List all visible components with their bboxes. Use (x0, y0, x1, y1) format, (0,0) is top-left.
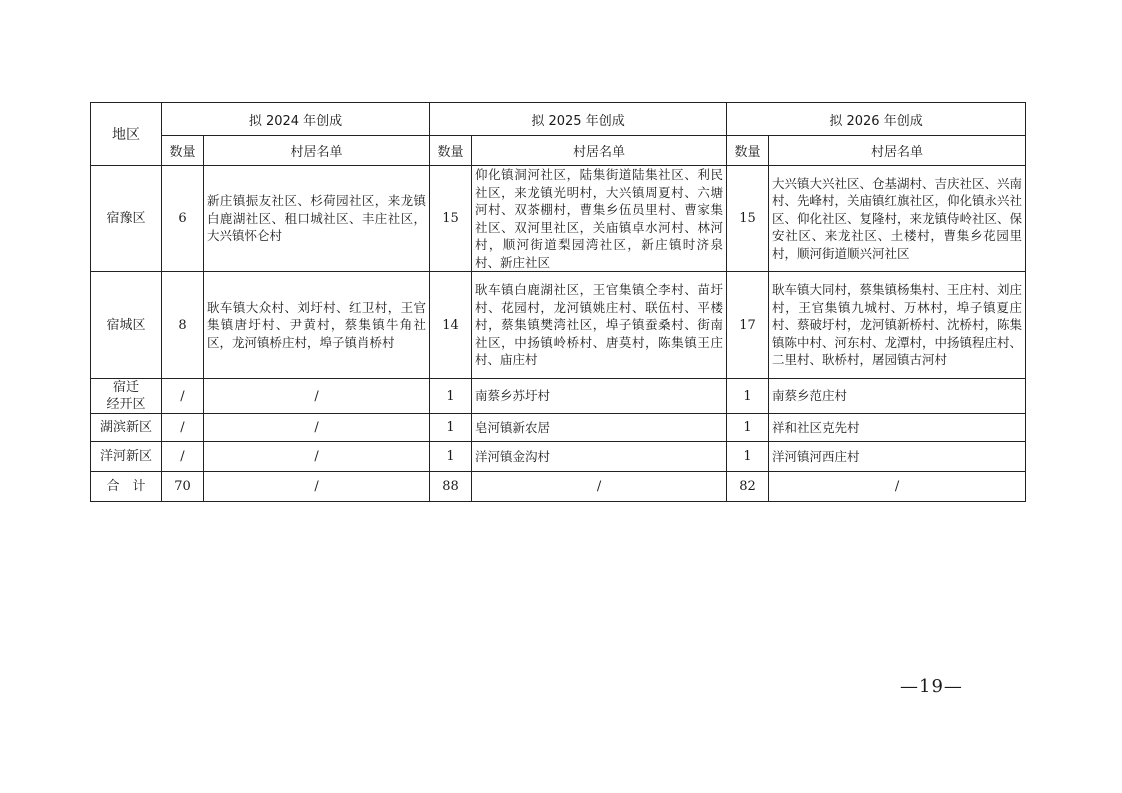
count-cell: / (162, 379, 204, 414)
region-cell: 宿豫区 (91, 166, 162, 272)
region-cell (91, 379, 162, 414)
header-year-2025: 拟 2025 年创成 (430, 103, 727, 136)
total-count-2026: 82 (727, 472, 769, 502)
count-cell: / (162, 442, 204, 472)
count-cell: 8 (162, 272, 204, 379)
header-list-2026: 村居名单 (769, 136, 1026, 166)
names-cell: / (204, 442, 430, 472)
names-cell: / (204, 414, 430, 442)
names-cell: 洋河镇金沟村 (472, 442, 727, 472)
count-cell: 1 (727, 414, 769, 442)
header-year-2026: 拟 2026 年创成 (727, 103, 1026, 136)
names-cell: 耿车镇白鹿湖社区，王官集镇仝李村、苗圩村、花园村，龙河镇姚庄村、联伍村、平楼村，蔡集镇樊湾社区，埠子镇蚕桑村、街南社区，中扬镇岭桥村、唐莫村，陈集镇王庄村、庙庄村 (472, 272, 727, 379)
names-cell: / (204, 379, 430, 414)
names-cell: 祥和社区克先村 (769, 414, 1026, 442)
total-row (91, 472, 1026, 502)
count-cell: 1 (430, 379, 472, 414)
table-row (91, 442, 1026, 472)
page-number: —19— (900, 676, 963, 697)
header-list-2024: 村居名单 (204, 136, 430, 166)
header-count-2025: 数量 (430, 136, 472, 166)
count-cell: 17 (727, 272, 769, 379)
names-cell: 南蔡乡范庄村 (769, 379, 1026, 414)
table-row (91, 414, 1026, 442)
count-cell: 1 (430, 414, 472, 442)
count-cell: 15 (430, 166, 472, 272)
table-row (91, 272, 1026, 379)
region-cell: 宿城区 (91, 272, 162, 379)
total-names-2025: / (472, 472, 727, 502)
count-cell: 14 (430, 272, 472, 379)
header-count-2024: 数量 (162, 136, 204, 166)
village-creation-table (90, 102, 1026, 502)
total-label: 合 计 (91, 472, 162, 502)
table-row (91, 379, 1026, 414)
total-count-2024: 70 (162, 472, 204, 502)
count-cell: 1 (727, 442, 769, 472)
names-cell: 耿车镇大众村、刘圩村、红卫村，王官集镇唐圩村、尹黄村，蔡集镇牛角社区，龙河镇桥庄村，埠子镇肖桥村 (204, 272, 430, 379)
names-cell: 新庄镇振友社区、杉荷园社区，来龙镇白鹿湖社区、租口城社区、丰庄社区，大兴镇怀仑村 (204, 166, 430, 272)
total-names-2026: / (769, 472, 1026, 502)
total-names-2024: / (204, 472, 430, 502)
count-cell: / (162, 414, 204, 442)
names-cell: 南蔡乡苏圩村 (472, 379, 727, 414)
total-count-2025: 88 (430, 472, 472, 502)
table-row (91, 166, 1026, 272)
names-cell: 大兴镇大兴社区、仓基湖村、吉庆社区、兴南村、先峰村，关庙镇红旗社区，仰化镇永兴社区、仰化社区、复隆村，来龙镇侍岭社区、保安社区、来龙社区、土楼村，曹集乡花园里村，顺河街道顺兴河社区 (769, 166, 1026, 272)
header-region: 地区 (91, 103, 162, 166)
count-cell: 1 (430, 442, 472, 472)
names-cell: 耿车镇大同村，蔡集镇杨集村、王庄村、刘庄村，王官集镇九城村、万林村，埠子镇夏庄村、蔡破圩村，龙河镇新桥村、沈桥村，陈集镇陈中村、河东村、龙潭村，中扬镇程庄村、二里村、耿桥村，屠园镇古河村 (769, 272, 1026, 379)
region-cell: 湖滨新区 (91, 414, 162, 442)
region-line: 经开区 (106, 397, 146, 412)
names-cell: 仰化镇洞河社区，陆集街道陆集社区、利民社区，来龙镇光明村，大兴镇周夏村、六塘河村、双茶棚村，曹集乡伍员里村、曹家集社区、双河里社区，关庙镇卓水河村、林河村，顺河街道梨园湾社区，新庄镇时济泉村、新庄社区 (472, 166, 727, 272)
count-cell: 1 (727, 379, 769, 414)
count-cell: 15 (727, 166, 769, 272)
names-cell: 洋河镇河西庄村 (769, 442, 1026, 472)
count-cell: 6 (162, 166, 204, 272)
names-cell: 皂河镇新农居 (472, 414, 727, 442)
header-list-2025: 村居名单 (472, 136, 727, 166)
region-line: 宿迁 (112, 380, 139, 395)
header-count-2026: 数量 (727, 136, 769, 166)
header-year-2024: 拟 2024 年创成 (162, 103, 430, 136)
region-cell: 洋河新区 (91, 442, 162, 472)
